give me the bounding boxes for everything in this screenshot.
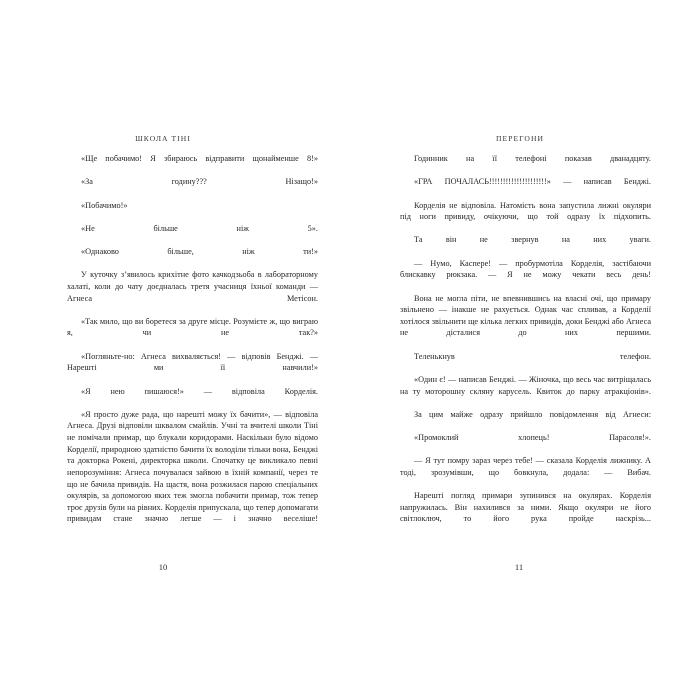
paragraph: Теленькнув телефон. [414, 351, 651, 361]
body-text-right [400, 153, 651, 537]
paragraph: — Я тут помру зараз через тебе! — сказала Корделія лижнику. А тоді, зрозумівши, що бовкнула, додала: — Вибач. [400, 456, 651, 477]
paragraph: Корделія не відповіла. Натомість вона запустила лижні окуляри під ноги привиду, очікуючи, що той одразу їх підхопить. [400, 200, 651, 222]
body-text-left [67, 153, 318, 537]
paragraph: Вона не могла піти, не впевнившись на власні очі, що примару звільнено — інакше не рахується. Однак час спливав, а Корделії хотілося звільнити ще кілька легких привидів, доки Бенджі або Агнеса не дісталися до них першими. [400, 293, 651, 338]
page-number-right: 11 [514, 562, 524, 572]
page-number-left: 10 [158, 562, 168, 572]
paragraph: «Погляньте-но: Агнеса вихваляється! — відповів Бенджі. — Нарешті ми її навчили!» [67, 351, 318, 373]
paragraph: «Побачимо!» [81, 200, 128, 210]
paragraph: «Не більше ніж 5». [81, 223, 318, 233]
page-right [350, 0, 700, 700]
paragraph: Та він не звернув на них уваги. [414, 235, 651, 245]
paragraph: «Один є! — написав Бенджі. — Жіночка, що весь час витріщалась на ту моторошну скляну карусель. Квиток до парку атракціонів». [400, 374, 651, 396]
paragraph: За цим майже одразу прийшло повідомлення від Агнеси: [414, 409, 651, 419]
paragraph: «Я нею пишаюся!» — відповіла Корделія. [81, 386, 318, 396]
paragraph: «ГРА ПОЧАЛАСЬ!!!!!!!!!!!!!!!!!!!!!» — написав Бенджі. [414, 177, 651, 187]
running-head-right: ПЕРЕГОНИ [495, 134, 545, 143]
paragraph: Годинник на її телефоні показав дванадцяту. [414, 154, 651, 163]
paragraph: У куточку з’явилось крихітне фото качкодзьоба в лабораторному халаті, коли до чату доєдналась третя учасниця їхньої команди — Агнеса Метісон. [67, 270, 318, 303]
paragraph: «Я просто дуже рада, що нарешті можу їх бачити», — відповіла Агнеса. Друзі відповіли шквалом смайлів. Учні та вчителі школи Тіні не помічали примар, що блукали коридорами. Наскільки було відомо Корделії, природною здатністю бачити їх володіли тільки вона, Бенджі та докторка Рокені, директорка школи. Спочатку це викликало певні непорозуміння: Агнеса почувалася зайвою в їхній компанії, через те що не бачила привидів. На щастя, вона розжилася парою спеціальних окулярів, за допомогою яких теж змогла побачити примар, тож тепер троє друзів були на рівних. Корделія припускала, що тепер допомагати привидам стане значно легше — і значно веселіше! [67, 409, 318, 524]
paragraph: «Промоклий хлопець! Парасоля!». [414, 433, 651, 442]
paragraph: «За годину??? Нізащо!» [81, 177, 318, 187]
paragraph: «Так мило, що ви боретеся за друге місце. Розумієте ж, що виграю я, чи не так?» [67, 316, 318, 338]
running-head-left: ШКОЛА ТІНІ [135, 134, 191, 143]
paragraph: «Однаково більше, ніж ти!» [81, 247, 318, 256]
paragraph: «Ще побачимо! Я збираюсь відправити щонайменше 8!» [81, 154, 318, 163]
paragraph: Нарешті погляд примари зупинився на окулярах. Корделія напружилась. Він нахилився за ними. Якщо окуляри не його світлоключ, то його рука пройде наскрізь... [400, 491, 651, 524]
paragraph: — Нумо, Каспере! — пробурмотіла Корделія, застібаючи блискавку рюкзака. — Я не можу чекати весь день! [400, 258, 651, 280]
